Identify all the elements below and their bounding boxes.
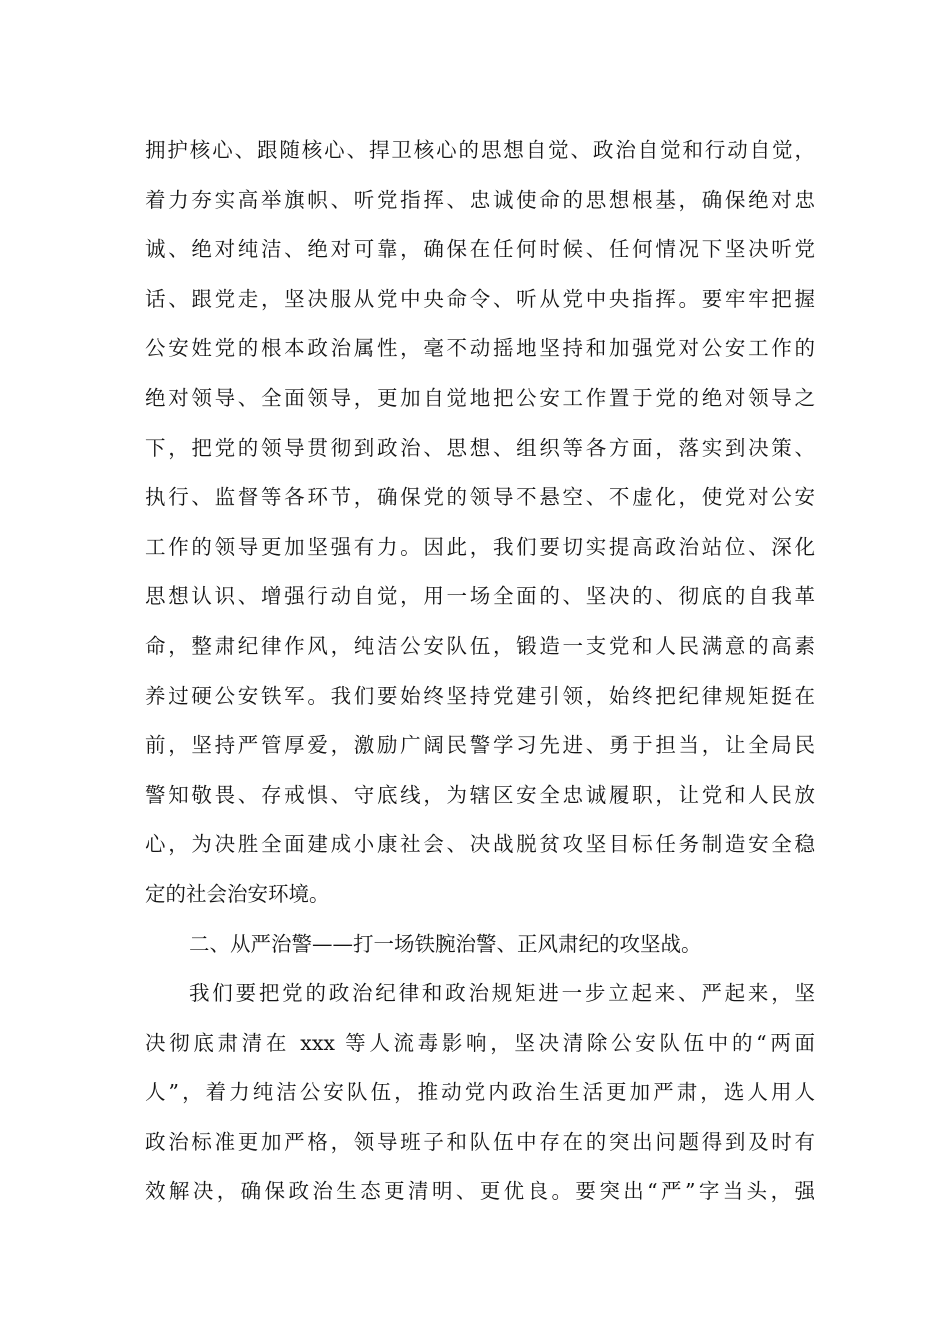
document-body bbox=[145, 126, 815, 1217]
text-line: 思想认识、增强行动自觉，用一场全面的、坚决的、彻底的自我革 bbox=[145, 584, 815, 609]
text-line: 决彻底肃清在 xxx 等人流毒影响，坚决清除公安队伍中的“两面 bbox=[145, 1030, 815, 1055]
text-line: 命，整肃纪律作风，纯洁公安队伍，锻造一支党和人民满意的高素 bbox=[145, 633, 815, 658]
text-line: 工作的领导更加坚强有力。因此，我们要切实提高政治站位、深化 bbox=[145, 534, 815, 559]
text-line: 警知敬畏、存戒惧、守底线，为辖区安全忠诚履职，让党和人民放 bbox=[145, 782, 815, 807]
text-line: 拥护核心、跟随核心、捍卫核心的思想自觉、政治自觉和行动自觉， bbox=[145, 138, 815, 162]
text-line: 执行、监督等各环节，确保党的领导不悬空、不虚化，使党对公安 bbox=[145, 485, 815, 510]
text-line: 公安姓党的根本政治属性，毫不动摇地坚持和加强党对公安工作的 bbox=[145, 336, 815, 361]
section-heading: 二、从严治警——打一场铁腕治警、正风肃纪的攻坚战。 bbox=[189, 931, 702, 956]
text-line: 绝对领导、全面领导，更加自觉地把公安工作置于党的绝对领导之 bbox=[145, 385, 815, 410]
text-line: 着力夯实高举旗帜、听党指挥、忠诚使命的思想根基，确保绝对忠 bbox=[145, 187, 815, 212]
text-line: 我们要把党的政治纪律和政治规矩进一步立起来、严起来，坚 bbox=[189, 981, 815, 1006]
text-line: 下，把党的领导贯彻到政治、思想、组织等各方面，落实到决策、 bbox=[145, 435, 815, 460]
text-line: 人”，着力纯洁公安队伍，推动党内政治生活更加严肃，选人用人 bbox=[145, 1080, 815, 1105]
text-line: 诚、绝对纯洁、绝对可靠，确保在任何时候、任何情况下坚决听党 bbox=[145, 237, 815, 262]
text-line: 效解决，确保政治生态更清明、更优良。要突出“严”字当头，强 bbox=[145, 1179, 815, 1204]
text-line: 心，为决胜全面建成小康社会、决战脱贫攻坚目标任务制造安全稳 bbox=[145, 832, 815, 857]
text-line: 定的社会治安环境。 bbox=[145, 881, 330, 906]
text-line: 话、跟党走，坚决服从党中央命令、听从党中央指挥。要牢牢把握 bbox=[145, 286, 815, 311]
text-line: 养过硬公安铁军。我们要始终坚持党建引领，始终把纪律规矩挺在 bbox=[145, 683, 815, 708]
text-line: 前，坚持严管厚爱，激励广阔民警学习先进、勇于担当，让全局民 bbox=[145, 733, 815, 758]
text-line: 政治标准更加严格，领导班子和队伍中存在的突出问题得到及时有 bbox=[145, 1129, 815, 1154]
